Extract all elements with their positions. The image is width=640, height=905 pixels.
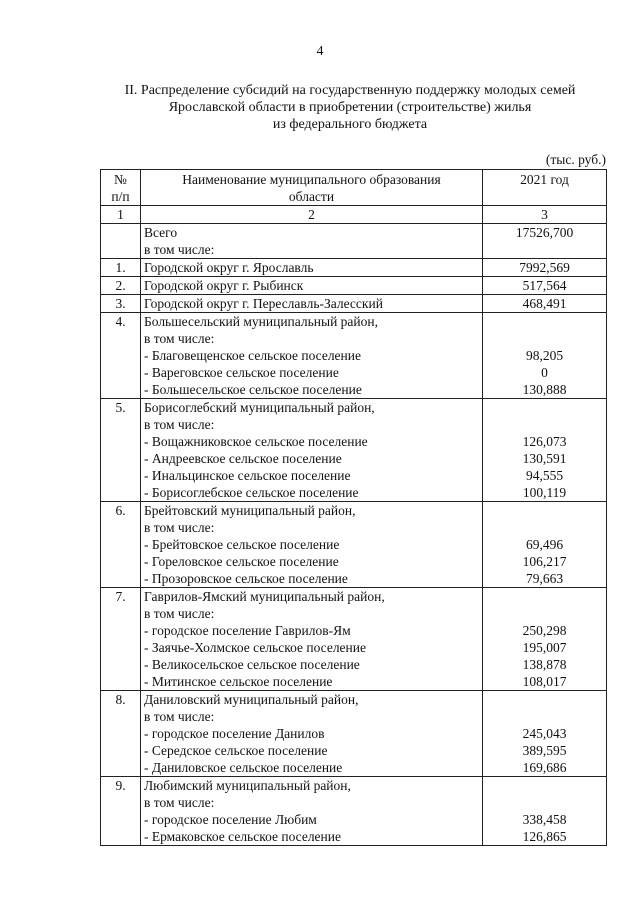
row-number: 3. [101,295,141,313]
district-name-cell [141,588,483,691]
total-label: Всего [144,225,178,240]
value-spacer [486,313,603,330]
settlement-value: 106,217 [522,554,567,569]
district-sublabel: в том числе: [144,417,215,432]
table-row [101,259,607,277]
header-name [141,170,483,206]
settlement-name: - Середское сельское поселение [144,743,328,758]
district-name: Любимский муниципальный район, [144,778,351,793]
district-sublabel: в том числе: [144,795,215,810]
total-row [101,224,607,259]
settlement-value: 245,043 [522,726,567,741]
header-num-line: № [114,172,127,187]
row-number: 9. [101,777,141,846]
header-num-line: п/п [111,189,130,204]
row-number: 2. [101,277,141,295]
value-spacer [486,605,603,622]
value-spacer [486,519,603,536]
district-values-cell [483,502,607,588]
settlement-name: - Борисоглебское сельское поселение [144,485,359,500]
row-name: Городской округ г. Рыбинск [141,277,483,295]
total-sublabel: в том числе: [144,242,215,257]
settlement-name: - городское поселение Любим [144,812,317,827]
district-sublabel: в том числе: [144,520,215,535]
settlement-value: 138,878 [522,657,567,672]
settlement-value: 94,555 [525,468,564,483]
district-row [101,691,607,777]
title-line: Ярославской области в приобретении (строительстве) жилья [168,100,532,115]
total-num-cell [101,224,141,259]
row-value: 517,564 [483,277,607,295]
settlement-value: 389,595 [522,743,567,758]
header-name-line: области [288,189,335,204]
settlement-name: - городское поселение Данилов [144,726,325,741]
index-cell: 2 [141,206,483,224]
total-value: 17526,700 [483,224,607,259]
settlement-name: - Митинское сельское поселение [144,674,333,689]
district-values-cell [483,691,607,777]
district-name-cell [141,777,483,846]
index-cell: 1 [101,206,141,224]
district-values-cell [483,777,607,846]
settlement-name: - Ермаковское сельское поселение [144,829,341,844]
header-num [101,170,141,206]
value-spacer [486,502,603,519]
row-number: 1. [101,259,141,277]
value-spacer [486,708,603,725]
settlement-value: 250,298 [522,623,567,638]
settlement-value: 126,865 [522,829,567,844]
index-cell: 3 [483,206,607,224]
settlement-value: 98,205 [525,348,564,363]
settlement-value: 126,073 [522,434,567,449]
row-number: 6. [101,502,141,588]
header-name-line: Наименование муниципального образования [182,172,441,187]
settlement-name: - Брейтовское сельское поселение [144,537,340,552]
district-name: Большесельский муниципальный район, [144,314,378,329]
settlement-value: 130,591 [522,451,567,466]
settlement-value: 79,663 [525,571,564,586]
settlement-name: - Благовещенское сельское поселение [144,348,361,363]
district-sublabel: в том числе: [144,331,215,346]
district-sublabel: в том числе: [144,606,215,621]
settlement-name: - городское поселение Гаврилов-Ям [144,623,351,638]
district-row [101,502,607,588]
district-row [101,588,607,691]
subsidy-table [100,169,607,846]
district-name-cell [141,691,483,777]
district-name: Брейтовский муниципальный район, [144,503,356,518]
total-label-cell [141,224,483,259]
settlement-value: 169,686 [522,760,567,775]
district-name: Даниловский муниципальный район, [144,692,359,707]
row-number: 4. [101,313,141,399]
settlement-value: 195,007 [522,640,567,655]
settlement-name: - Большесельское сельское поселение [144,382,362,397]
district-name-cell [141,502,483,588]
district-name-cell [141,399,483,502]
settlement-name: - Инальцинское сельское поселение [144,468,351,483]
settlement-name: - Великосельское сельское поселение [144,657,360,672]
index-row [101,206,607,224]
settlement-value: 69,496 [525,537,564,552]
title-line: II. Распределение субсидий на государственную поддержку молодых семей [124,83,576,98]
settlement-value: 108,017 [522,674,567,689]
table-row [101,277,607,295]
settlement-name: - Даниловское сельское поселение [144,760,343,775]
row-number: 8. [101,691,141,777]
district-values-cell [483,313,607,399]
row-number: 5. [101,399,141,502]
settlement-value: 338,458 [522,812,567,827]
row-name: Городской округ г. Переславль-Залесский [141,295,483,313]
title-line: из федерального бюджета [272,117,428,132]
district-values-cell [483,399,607,502]
row-number: 7. [101,588,141,691]
value-spacer [486,588,603,605]
value-spacer [486,777,603,794]
settlement-name: - Андреевское сельское поселение [144,451,342,466]
page-number: 4 [316,44,324,59]
district-values-cell [483,588,607,691]
district-row [101,777,607,846]
document-title [60,82,640,133]
district-row [101,399,607,502]
settlement-name: - Вареговское сельское поселение [144,365,339,380]
district-row [101,313,607,399]
header-row [101,170,607,206]
header-year: 2021 год [483,170,607,206]
value-spacer [486,416,603,433]
row-value: 468,491 [483,295,607,313]
value-spacer [486,794,603,811]
table-row [101,295,607,313]
units-label: (тыс. руб.) [545,152,606,167]
value-spacer [486,399,603,416]
settlement-value: 100,119 [522,485,567,500]
settlement-value: 0 [541,365,548,380]
value-spacer [486,330,603,347]
district-sublabel: в том числе: [144,709,215,724]
district-name-cell [141,313,483,399]
district-name: Гаврилов-Ямский муниципальный район, [144,589,385,604]
settlement-name: - Прозоровское сельское поселение [144,571,348,586]
settlement-name: - Гореловское сельское поселение [144,554,339,569]
settlement-name: - Заячье-Холмское сельское поселение [144,640,366,655]
settlement-value: 130,888 [522,382,567,397]
district-name: Борисоглебский муниципальный район, [144,400,375,415]
row-value: 7992,569 [483,259,607,277]
settlement-name: - Вощажниковское сельское поселение [144,434,368,449]
row-name: Городской округ г. Ярославль [141,259,483,277]
value-spacer [486,691,603,708]
